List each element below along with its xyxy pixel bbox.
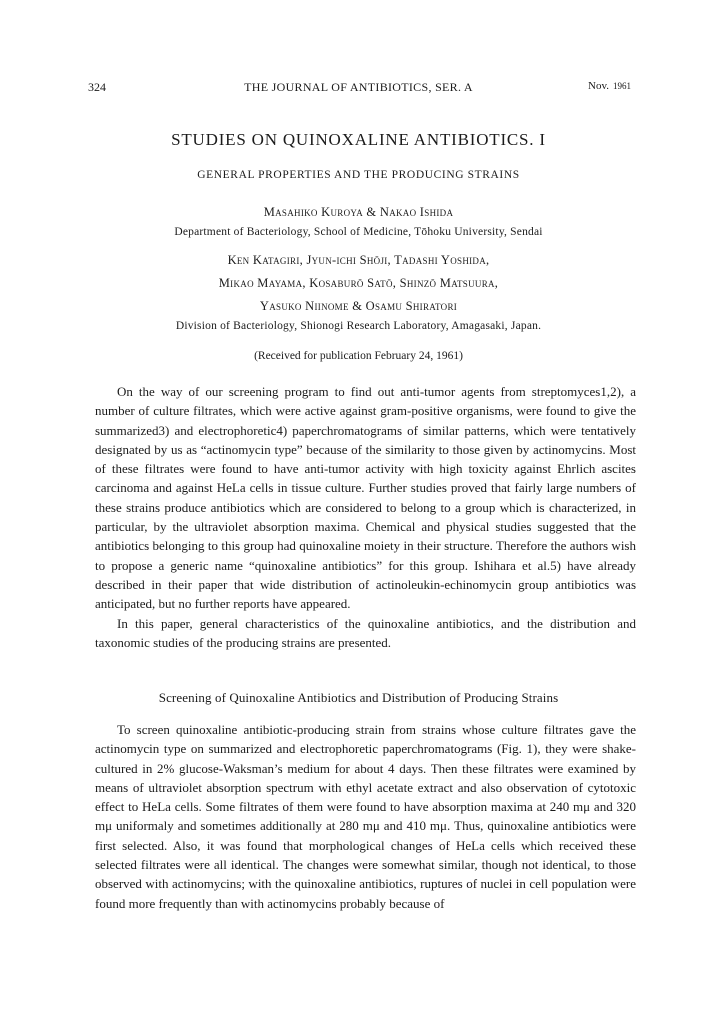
intro-text: [95, 382, 636, 652]
affiliation-1: Department of Bacteriology, School of Medicine, Tōhoku University, Sendai: [174, 226, 543, 238]
issue-date: [588, 80, 631, 92]
paragraph-1: On the way of our screening program to find out anti-tumor agents from streptomyces1,2), a number of culture filtrates, which were active against gram-positive organisms, were found to give the summarized3) and electrophoretic4) paperchromatograms of similar patterns, which were tentatively designated by us as “actinomycin type” because of the similarity to those given by actinomycins. Most of these filtrates were found to have anti-tumor activity with high toxicity against Ehrlich ascites carcinoma and against HeLa cells in tissue culture. Further studies proved that fairly large numbers of these strains produce antibiotics which are considered to belong to a group which is characterized, in particular, by the ultraviolet absorption maxima. Chemical and physical studies suggested that the antibiotics belonging to this group had quinoxaline moiety in their structure. Therefore the authors wish to propose a generic name “quinoxaline antibiotics” for this group. Ishihara et al.5) have already described in their paper that wide distribution of actinoleukin-echinomycin group antibiotics was anticipated, but no further reports have appeared.: [95, 384, 636, 612]
paragraph-3: To screen quinoxaline antibiotic-producing strain from strains whose culture filtrates gave the actinomycin type on summarized and electrophoretic paperchromatograms (Fig. 1), they were shake-cultured in 2% glucose-Waksman’s medium for about 4 days. Then these filtrates were examined by means of ultraviolet absorption spectrum with ethyl acetate extract and also observation of cytotoxic effect to HeLa cells. Some filtrates of them were found to have absorption maxima at 240 mμ and 320 mμ uniformaly and sometimes additionally at 280 mμ and 410 mμ. Thus, quinoxaline antibiotics were first selected. Also, it was found that morphological changes of HeLa cells which received these selected filtrates were all identical. The changes were somewhat similar, though not identical, to those observed with actinomycins; with the quinoxaline antibiotics, ruptures of nuclei in cell population were found more frequently than with actinomycins probably because of: [95, 722, 636, 911]
authors-group-1: Masahiko Kuroya & Nakao Ishida: [263, 205, 454, 219]
running-header: [0, 80, 717, 98]
authors-group-2-line-2: Mikao Mayama, Kosaburō Satō, Shinzō Matsuura,: [218, 276, 499, 290]
journal-title: THE JOURNAL OF ANTIBIOTICS, SER. A: [244, 80, 473, 94]
authors-group-2-line-1: Ken Katagiri, Jyun-ichi Shōji, Tadashi Yoshida,: [227, 253, 490, 267]
issue-month: Nov.: [588, 80, 609, 92]
issue-year: 1961: [613, 81, 631, 91]
paragraph-2: In this paper, general characteristics of the quinoxaline antibiotics, and the distribution and taxonomic studies of the producing strains are presented.: [95, 615, 636, 650]
page-number: 324: [88, 80, 106, 94]
section-heading: Screening of Quinoxaline Antibiotics and Distribution of Producing Strains: [158, 690, 559, 705]
section-text: [95, 720, 636, 913]
received-date: (Received for publication February 24, 1961): [254, 350, 463, 362]
article-subtitle: GENERAL PROPERTIES AND THE PRODUCING STRAINS: [197, 169, 520, 181]
article-title: STUDIES ON QUINOXALINE ANTIBIOTICS. I: [171, 130, 546, 149]
authors-group-2-line-3: Yasuko Niinome & Osamu Shiratori: [259, 299, 458, 313]
affiliation-2: Division of Bacteriology, Shionogi Research Laboratory, Amagasaki, Japan.: [175, 320, 542, 332]
